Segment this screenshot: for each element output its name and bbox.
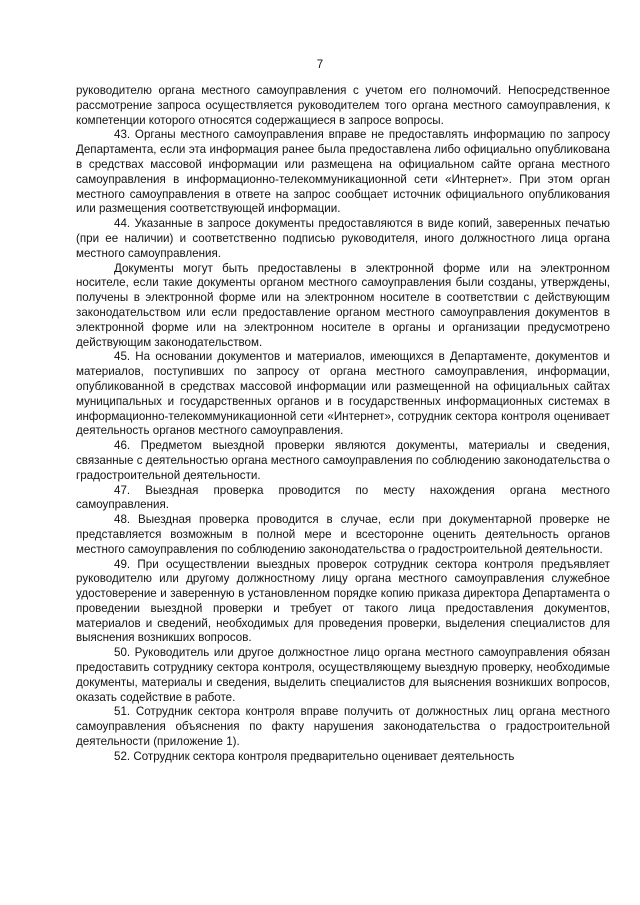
paragraph-48: 48. Выездная проверка проводится в случае, если при документарной проверке не представляется возможным в полной мере и всесторонне оценить деятельность органов местного самоуправления по соблюдению законодательства о градостроительной деятельности. bbox=[76, 513, 610, 556]
paragraph-49: 49. При осуществлении выездных проверок сотрудник сектора контроля предъявляет руководителю или другому должностному лицу органа местного самоуправления служебное удостоверение и заверенную в установленном порядке копию приказа директора Департамента о проведении выездной проверки и требует от такого лица предоставления документов, материалов и сведений, необходимых для проведения проверки, выделения специалистов для выяснения возникших вопросов. bbox=[76, 557, 610, 645]
paragraph-45: 45. На основании документов и материалов, имеющихся в Департаменте, документов и материалов, поступивших по запросу от органа местного самоуправления, информации, опубликованной в средствах массовой информации или размещенной на официальных сайтах муниципальных и государственных органов и в государственных информационных системах в информационно-телекоммуникационной сети «Интернет», сотрудник сектора контроля оценивает деятельность органов местного самоуправления. bbox=[76, 350, 610, 438]
paragraph-44: 44. Указанные в запросе документы предоставляются в виде копий, заверенных печатью (при ее наличии) и соответственно подписью руководителя, иного должностного лица органа местного самоуправления. bbox=[76, 217, 610, 260]
paragraph-43: 43. Органы местного самоуправления вправе не предоставлять информацию по запросу Департамента, если эта информация ранее была предоставлена либо официально опубликована в средствах массовой информации или размещена на официальном сайте органа местного самоуправления в информационно-телекоммуникационной сети «Интернет». При этом орган местного самоуправления в ответе на запрос сообщает источник официального опубликования или размещения соответствующей информации. bbox=[76, 128, 610, 216]
paragraph-47: 47. Выездная проверка проводится по месту нахождения органа местного самоуправления. bbox=[76, 483, 610, 512]
paragraph-44-electronic: Документы могут быть предоставлены в электронной форме или на электронном носителе, если такие документы органом местного самоуправления были созданы, утверждены, получены в электронной форме или на электронном носителе в соответствии с действующим законодательством или если предоставление органом местного самоуправления документов в электронной форме или на электронном носителе в органы и организации предусмотрено действующим законодательством. bbox=[76, 261, 610, 349]
paragraph-50: 50. Руководитель или другое должностное лицо органа местного самоуправления обязан предоставить сотруднику сектора контроля, осуществляющему выездную проверку, необходимые документы, материалы и сведения, выделить специалистов для выяснения возникших вопросов, оказать содействие в работе. bbox=[76, 646, 610, 704]
paragraph-continuation: руководителю органа местного самоуправления с учетом его полномочий. Непосредственное рассмотрение запроса осуществляется руководителем того органа местного самоуправления, к компетенции которого относятся содержащиеся в запросе вопросы. bbox=[76, 84, 610, 127]
paragraph-51: 51. Сотрудник сектора контроля вправе получить от должностных лиц органа местного самоуправления объяснения по факту нарушения законодательства о градостроительной деятельности (приложение 1). bbox=[76, 705, 610, 749]
document-body bbox=[76, 84, 610, 765]
page-number: 7 bbox=[316, 59, 324, 71]
paragraph-52: 52. Сотрудник сектора контроля предварительно оценивает деятельность bbox=[114, 749, 515, 763]
paragraph-46: 46. Предметом выездной проверки являются документы, материалы и сведения, связанные с деятельностью органа местного самоуправления по соблюдению законодательства о градостроительной деятельности. bbox=[76, 439, 610, 482]
